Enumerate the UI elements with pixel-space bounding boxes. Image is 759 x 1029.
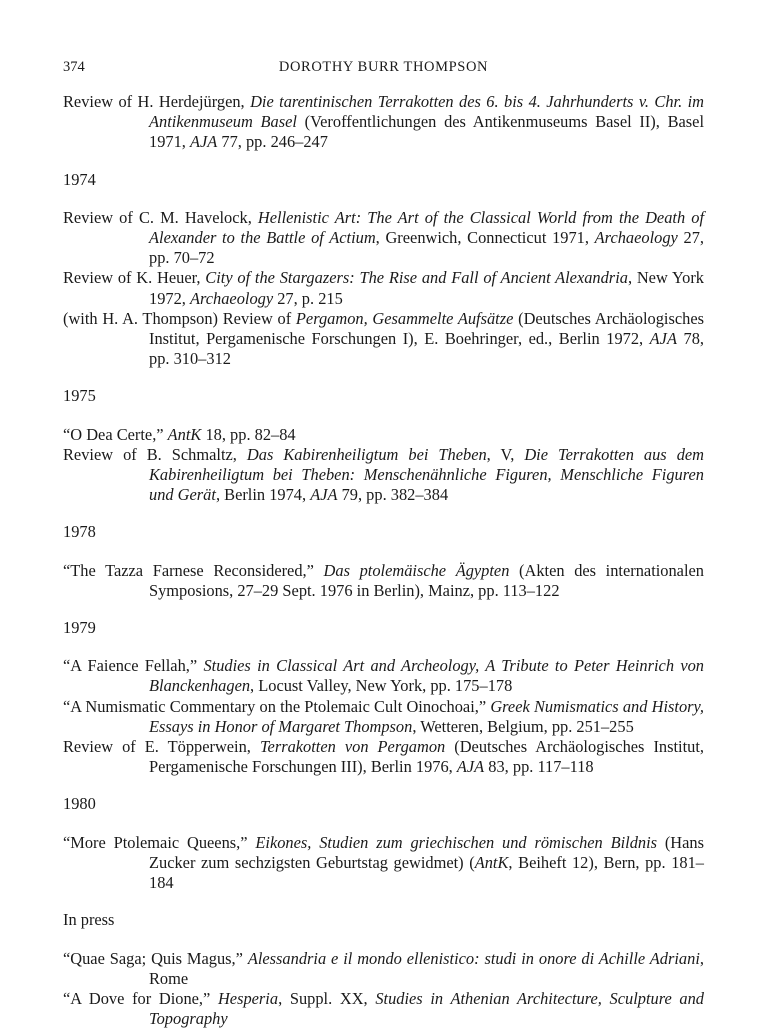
- bibliography-entry: “A Numismatic Commentary on the Ptolemaic Cult Oinochoai,” Greek Numismatics and History, Essays in Honor of Margaret Thompson, Wetteren, Belgium, pp. 251–255: [63, 696, 704, 736]
- year-heading: 1974: [63, 169, 96, 189]
- bibliography-entry: (with H. A. Thompson) Review of Pergamon, Gesammelte Aufsätze (Deutsches Archäologisches Institut, Pergamenische Forschungen I), E. Boehringer, ed., Berlin 1972, AJA 78, pp. 310–312: [63, 308, 704, 369]
- bibliography-entry: “O Dea Certe,” AntK 18, pp. 82–84: [63, 424, 296, 444]
- bibliography-entry: Review of H. Herdejürgen, Die tarentinischen Terrakotten des 6. bis 4. Jahrhunderts v. Chr. im Antikenmuseum Basel (Veroffentlichungen des Antikenmuseums Basel II), Basel 1971, AJA 77, pp. 246–247: [63, 92, 704, 152]
- year-heading: 1975: [63, 386, 96, 406]
- running-head: DOROTHY BURR THOMPSON: [278, 59, 489, 75]
- bibliography-entry: “The Tazza Farnese Reconsidered,” Das ptolemäische Ägypten (Akten des internationalen Symposions, 27–29 Sept. 1976 in Berlin), Mainz, pp. 113–122: [63, 560, 704, 600]
- bibliography: [63, 92, 704, 1029]
- bibliography-entry: “Quae Saga; Quis Magus,” Alessandria e il mondo ellenistico: studi in onore di Achille Adriani, Rome: [63, 948, 704, 988]
- bibliography-entry: Review of K. Heuer, City of the Stargazers: The Rise and Fall of Ancient Alexandria, New York 1972, Archaeology 27, p. 215: [63, 268, 705, 308]
- bibliography-entry: “A Faience Fellah,” Studies in Classical Art and Archeology, A Tribute to Peter Heinrich von Blanckenhagen, Locust Valley, New York, pp. 175–178: [63, 656, 705, 696]
- bibliography-entry: Review of B. Schmaltz, Das Kabirenheiligtum bei Theben, V, Die Terrakotten aus dem Kabirenheiligtum bei Theben: Menschenähnliche Figuren, Menschliche Figuren und Gerät, Berlin 1974, AJA 79, pp. 382–384: [63, 444, 704, 505]
- year-heading: 1978: [63, 522, 96, 542]
- year-heading: In press: [63, 910, 115, 930]
- bibliography-entry: “A Dove for Dione,” Hesperia, Suppl. XX, Studies in Athenian Architecture, Sculpture and Topography: [63, 988, 705, 1029]
- year-heading: 1980: [63, 794, 96, 814]
- bibliography-entry: Review of C. M. Havelock, Hellenistic Art: The Art of the Classical World from the Death of Alexander to the Battle of Actium, Greenwich, Connecticut 1971, Archaeology 27, pp. 70–72: [63, 207, 705, 268]
- year-heading: 1979: [63, 618, 96, 638]
- bibliography-entry: “More Ptolemaic Queens,” Eikones, Studien zum griechischen und römischen Bildnis (Hans Zucker zum sechzigsten Geburtstag gewidmet) (AntK, Beiheft 12), Bern, pp. 181–184: [63, 832, 704, 893]
- bibliography-entry: Review of E. Töpperwein, Terrakotten von Pergamon (Deutsches Archäologisches Institut, Pergamenische Forschungen III), Berlin 1976, AJA 83, pp. 117–118: [63, 737, 704, 777]
- page-number: 374: [63, 59, 85, 75]
